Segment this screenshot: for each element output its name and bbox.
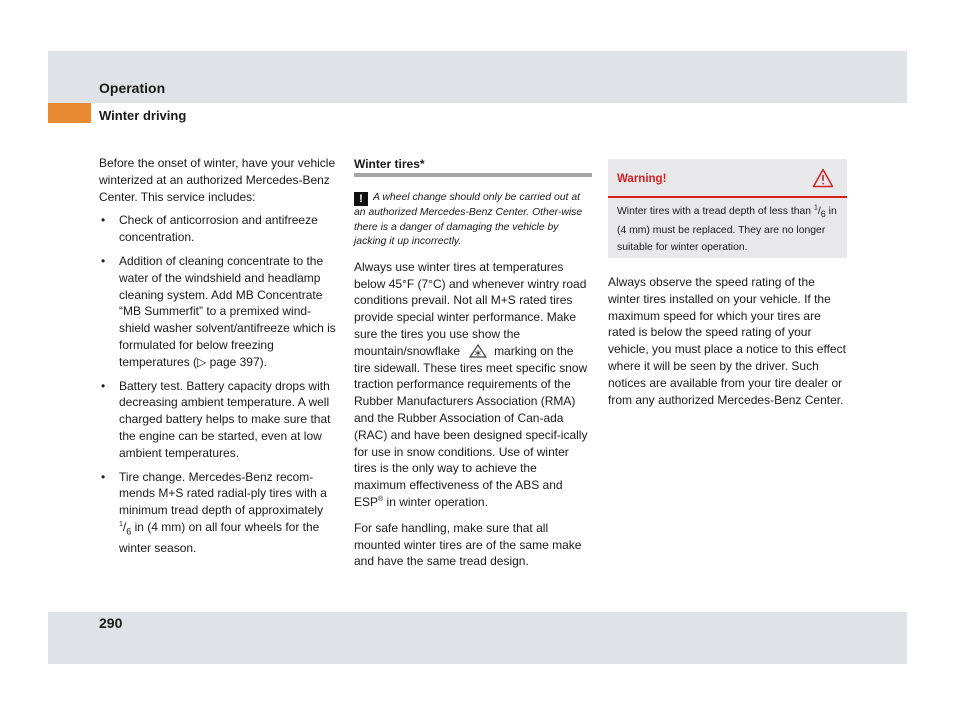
left-column bbox=[99, 155, 337, 564]
service-list bbox=[99, 212, 337, 557]
caution-note: ! A wheel change should only be carried out at an authorized Mercedes-Benz Center. Other-wise there is a danger of damaging the vehicle by jacking it up incorrectly. bbox=[354, 192, 583, 248]
intro-paragraph: Before the onset of winter, have your vehicle winterized at an authorized Mercedes-Benz Center. This service includes: bbox=[99, 156, 336, 204]
warning-box bbox=[608, 159, 847, 258]
exclamation-icon: ! bbox=[354, 192, 368, 206]
list-item: • Battery test. Battery capacity drops with decreasing ambient temperature. A well charged battery helps to make sure that the engine can be started, even at low ambient temperatures. bbox=[99, 378, 337, 462]
page-reference-arrow-icon: ▷ bbox=[197, 354, 207, 369]
warning-text: Winter tires with a tread depth of less than $^1/_6$ in (4 mm) must be replaced. They are no longer suitable for winter operation. bbox=[617, 204, 837, 253]
list-item: • Check of anticorrosion and antifreeze concentration. bbox=[99, 212, 337, 246]
page-number: 290 bbox=[99, 615, 123, 631]
middle-column bbox=[354, 155, 592, 570]
warning-header bbox=[608, 159, 847, 198]
winter-tires-paragraph: Always use winter tires at temperatures below 45°F (7°C) and whenever wintry road conditions prevail. Not all M+S rated tires provide special winter performance. Make sure the tires you use show the mountain/snowflake marking on the tire sidewall. These tires meet specific snow traction performance requirements of the Rubber Manufacturers Association (RMA) and the Rubber Association of Can-ada (RAC) and have been designed specif-ically for use in snow conditions. Use of winter tires is the only way to achieve the maximum effectiveness of the ABS and ESP® in winter operation. bbox=[354, 259, 588, 509]
mountain-snowflake-icon bbox=[468, 344, 488, 358]
section-tab-marker bbox=[48, 103, 91, 123]
right-column bbox=[608, 159, 847, 408]
winter-tires-heading: Winter tires* bbox=[354, 155, 592, 177]
warning-title: Warning! bbox=[617, 173, 667, 185]
section-title: Operation bbox=[99, 80, 166, 96]
subsection-title: Winter driving bbox=[99, 108, 187, 123]
list-item: • Addition of cleaning concentrate to the water of the windshield and headlamp cleaning system. Add MB Concentrate “MB Summerfit” to a premixed wind-shield washer solvent/antifreeze which is formulated for below freezing temperatures (▷ page 397). bbox=[99, 253, 337, 371]
warning-triangle-icon bbox=[812, 168, 834, 188]
list-item: • Tire change. Mercedes-Benz recom-mends M+S rated radial-ply tires with a minimum tread depth of approximately $^1/_6$ in (4 mm) on all four wheels for the winter season. bbox=[99, 469, 337, 557]
safe-handling-paragraph: For safe handling, make sure that all mounted winter tires are of the same make and have the same tread design. bbox=[354, 520, 582, 569]
footer-band bbox=[48, 612, 907, 664]
speed-rating-paragraph: Always observe the speed rating of the winter tires installed on your vehicle. If the maximum speed for which your tires are rated is below the speed rating of your vehicle, you must place a notice to this effect where it will be seen by the driver. Such notices are available from your tire dealer or from any authorized Mercedes-Benz Center. bbox=[608, 275, 846, 407]
header-band bbox=[48, 51, 907, 103]
